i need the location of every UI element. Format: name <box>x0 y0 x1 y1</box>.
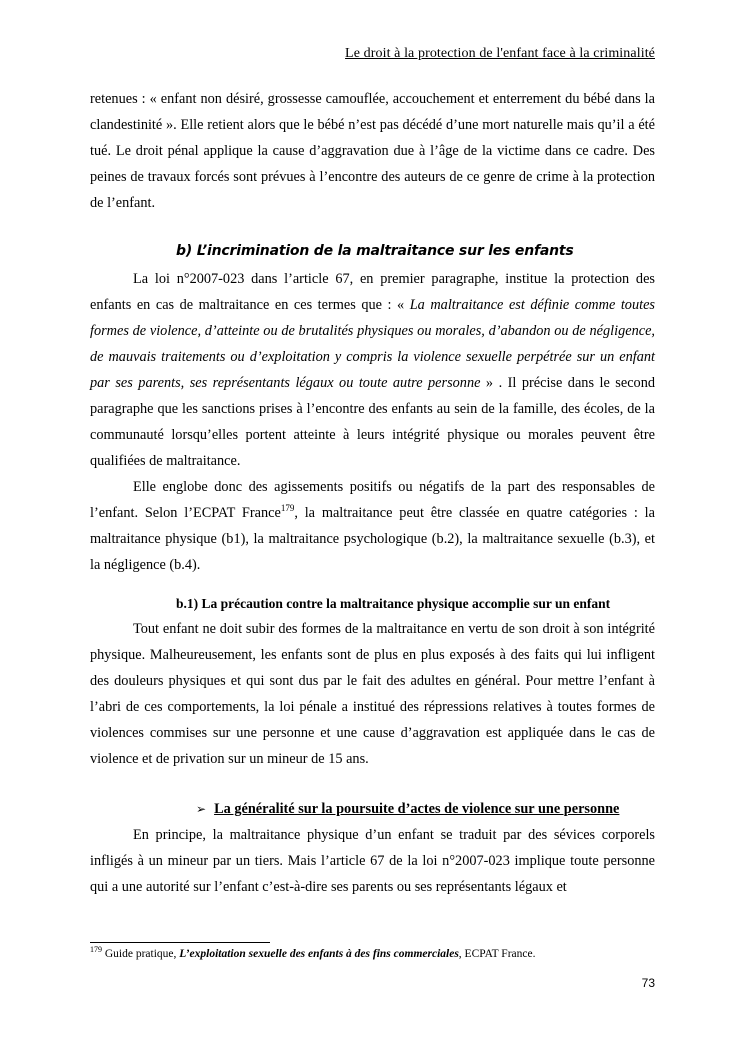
paragraph-4 <box>90 616 655 772</box>
paragraph-5 <box>90 822 655 900</box>
footnote-reference: 179 <box>280 503 295 514</box>
footnote-divider <box>90 942 270 943</box>
paragraph-2-intro: La loi n°2007-023 dans l’article 67, en premier paragraphe, institue la protection des enfants en cas de maltraitance en ces termes que : « <box>90 271 655 313</box>
paragraph-3-text <box>90 474 655 578</box>
bullet-heading-text: La généralité sur la poursuite d’actes de violence sur une personne <box>214 801 620 817</box>
paragraph-2 <box>90 266 655 578</box>
paragraph-2-text <box>90 266 655 474</box>
footnote-title: L’exploitation sexuelle des enfants à des fins commerciales <box>179 948 459 960</box>
paragraph-2-quote: La maltraitance est définie comme toutes formes de violence, d’atteinte ou de brutalités physiques ou morales, d’abandon ou de négligence, de mauvais traitements ou d’exploitation y compris la violence sexuelle perpétrée sur un enfant par ses parents, ses représentants légaux ou toute autre personne <box>90 297 655 391</box>
paragraph-2-rest: » . Il précise dans le second paragraphe que les sanctions prises à l’encontre des enfants au sein de la famille, des écoles, de la communauté lorsqu’elles portent atteinte à leurs intégrité physique ou morales peuvent être qualifiées de maltraitance. <box>90 375 655 469</box>
paragraph-1 <box>90 86 655 216</box>
bullet-heading <box>196 801 619 818</box>
section-heading-b: b) L’incrimination de la maltraitance sur les enfants <box>176 243 574 259</box>
running-header: Le droit à la protection de l'enfant face à la criminalité <box>345 46 655 61</box>
paragraph-4-text: Tout enfant ne doit subir des formes de la maltraitance en vertu de son droit à son intégrité physique. Malheureusement, les enfants sont de plus en plus exposés à des faits qui lui infligent des douleurs physiques et qui sont dus par le fait des adultes en général. Pour mettre l’enfant à l’abri de ces comportements, la loi pénale a institué des répressions relatives à toutes formes de violences commises sur une personne et une cause d’aggravation est appliquée dans le cas de violence et de privation sur un mineur de 15 ans. <box>90 621 655 767</box>
paragraph-5-text: En principe, la maltraitance physique d’un enfant se traduit par des sévices corporels infligés à un mineur par un tiers. Mais l’article 67 de la loi n°2007-023 implique toute personne qui a une autorité sur l’enfant c’est-à-dire ses parents ou ses représentants légaux et <box>90 827 655 895</box>
footnote <box>90 945 536 960</box>
paragraph-3-after: , la maltraitance peut être classée en quatre catégories : la maltraitance physique (b1), la maltraitance psychologique (b.2), la maltraitance sexuelle (b.3), et la négligence (b.4). <box>90 505 655 573</box>
footnote-prefix: Guide pratique, <box>102 948 180 960</box>
arrow-bullet-icon: ➢ <box>196 802 207 816</box>
paragraph-1-text: retenues : « enfant non désiré, grossesse camouflée, accouchement et enterrement du bébé dans la clandestinité ». Elle retient alors que le bébé n’est pas décédé d’une mort naturelle mais qu’il a été tué. Le droit pénal applique la cause d’aggravation due à l’âge de la victime dans ce cadre. Des peines de travaux forcés sont prévues à l’encontre des auteurs de ce genre de crime à la protection de l’enfant. <box>90 91 655 211</box>
page-number: 73 <box>641 976 655 990</box>
footnote-suffix: , ECPAT France. <box>458 948 536 960</box>
subsection-heading-b1: b.1) La précaution contre la maltraitance physique accomplie sur un enfant <box>176 596 611 611</box>
paragraph-3-before: Elle englobe donc des agissements positifs ou négatifs de la part des responsables de l’enfant. Selon l’ECPAT France <box>90 479 655 521</box>
footnote-number: 179 <box>90 945 102 955</box>
